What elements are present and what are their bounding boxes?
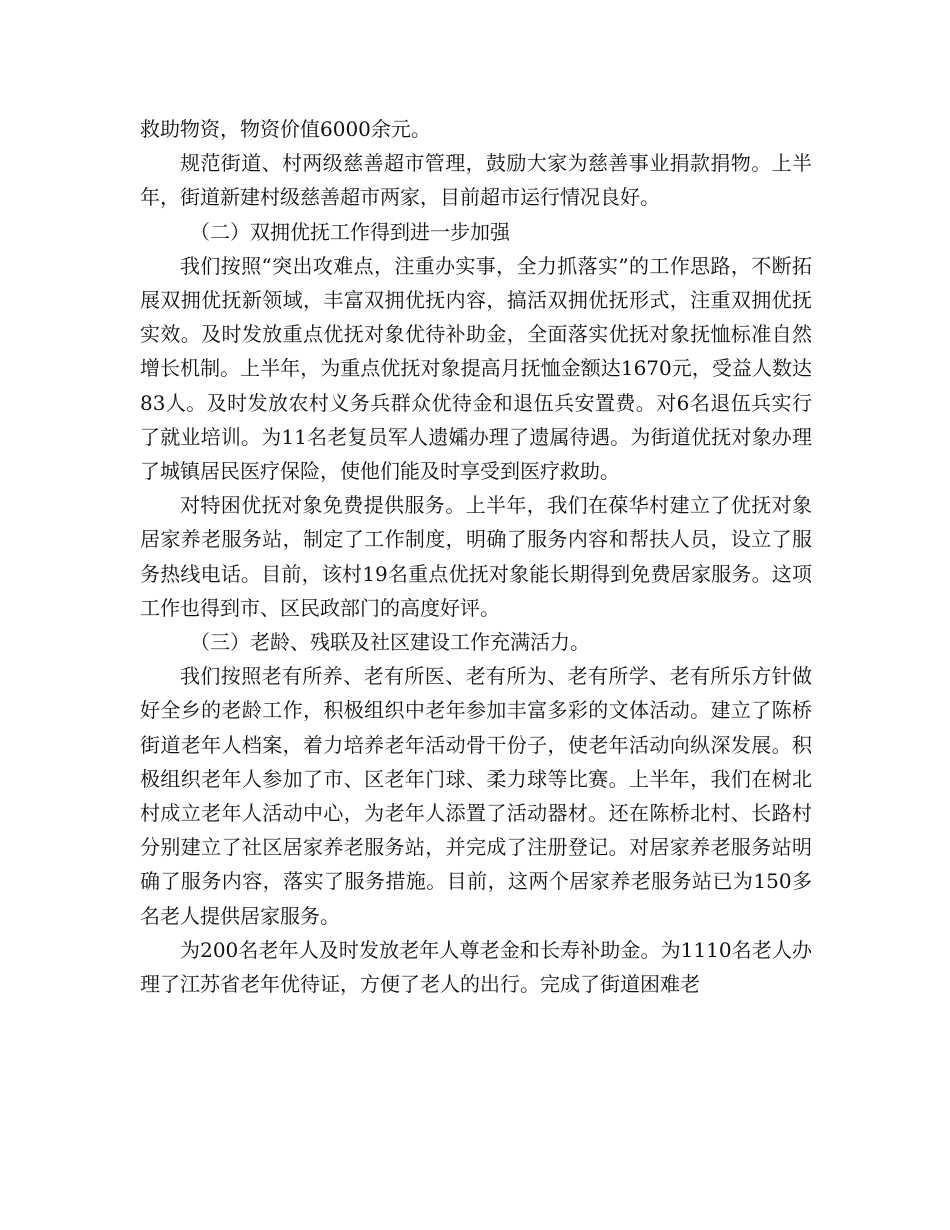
paragraph-elderly-subsidy: 为200名老年人及时发放老年人尊老金和长寿补助金。为1110名老人办理了江苏省老年优待证，方便了老人的出行。完成了街道困难老 xyxy=(140,937,812,997)
paragraph-free-service: 对特困优抚对象免费提供服务。上半年，我们在葆华村建立了优抚对象居家养老服务站，制定了工作制度，明确了服务内容和帮扶人员，设立了服务热线电话。目前，该村19名重点优抚对象能长期得到免费居家服务。这项工作也得到市、区民政部门的高度好评。 xyxy=(140,493,812,620)
paragraph-elderly-work: 我们按照老有所养、老有所医、老有所为、老有所学、老有所乐方针做好全乡的老龄工作，积极组织中老年参加丰富多彩的文体活动。建立了陈桥街道老年人档案，着力培养老年活动骨干份子，使老年活动向纵深发展。积极组织老年人参加了市、区老年门球、柔力球等比赛。上半年，我们在树北村成立老年人活动中心，为老年人添置了活动器材。还在陈桥北村、长路村分别建立了社区居家养老服务站，并完成了注册登记。对居家养老服务站明确了服务内容，落实了服务措施。目前，这两个居家养老服务站已为150多名老人提供居家服务。 xyxy=(140,664,812,928)
document-body xyxy=(140,112,812,1001)
paragraph-charity-supermarket: 规范街道、村两级慈善超市管理，鼓励大家为慈善事业捐款捐物。上半年，街道新建村级慈善超市两家，目前超市运行情况良好。 xyxy=(140,151,812,210)
paragraph-continuation: 救助物资，物资价值6000余元。 xyxy=(140,117,431,141)
paragraph-military-support: 我们按照“突出攻难点，注重办实事，全力抓落实”的工作思路，不断拓展双拥优抚新领域，丰富双拥优抚内容，搞活双拥优抚形式，注重双拥优抚实效。及时发放重点优抚对象优待补助金，全面落实优抚对象抚恤标准自然增长机制。上半年，为重点优抚对象提高月抚恤金额达1670元，受益人数达83人。及时发放农村义务兵群众优待金和退伍兵安置费。对6名退伍兵实行了就业培训。为11名老复员军人遗孀办理了遗属待遇。为街道优抚对象办理了城镇居民医疗保险，使他们能及时享受到医疗救助。 xyxy=(140,253,812,484)
section-heading-2: （二）双拥优抚工作得到进一步加强 xyxy=(190,219,510,244)
section-heading-3: （三）老龄、残联及社区建设工作充满活力。 xyxy=(190,630,590,655)
